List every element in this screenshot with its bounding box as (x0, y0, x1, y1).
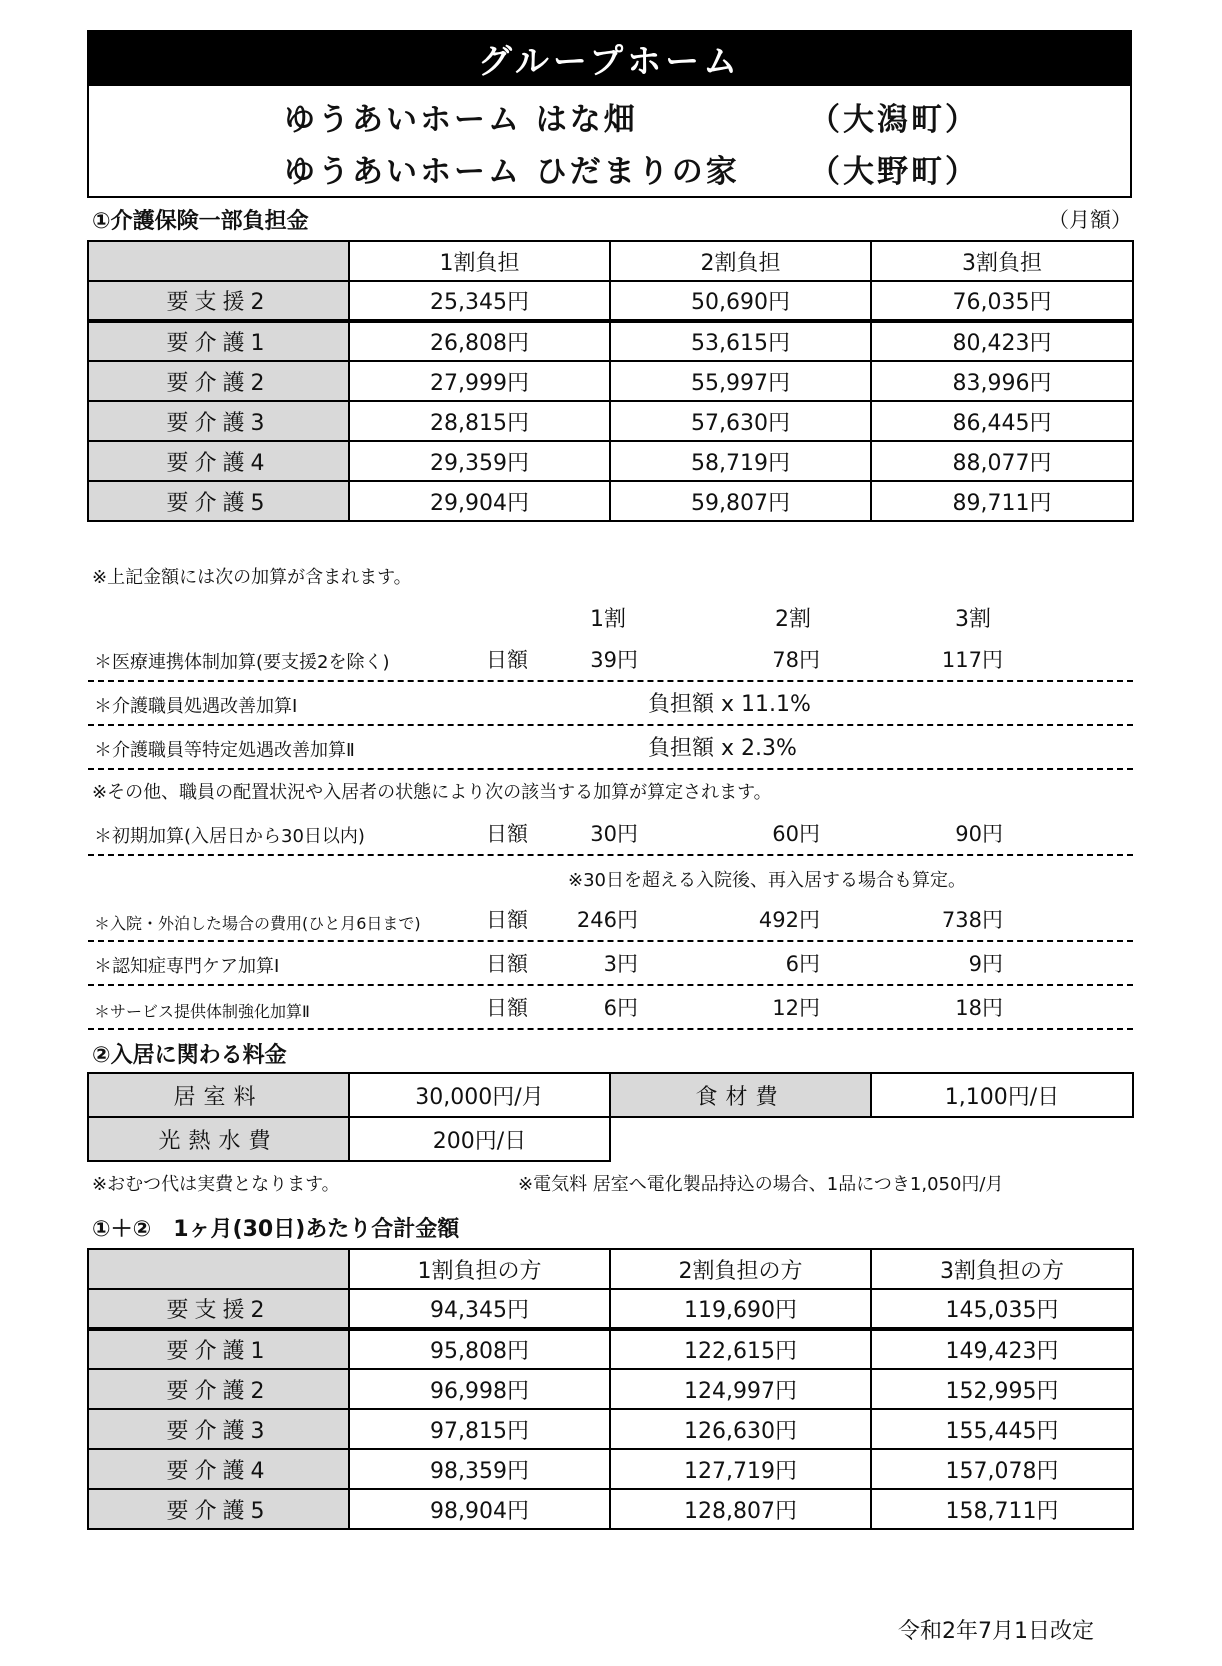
table-cell: 155,445円 (871, 1409, 1133, 1449)
table-corner (88, 241, 349, 281)
table-cell: 149,423円 (871, 1329, 1133, 1369)
table-cell: 1,100円/日 (871, 1073, 1133, 1117)
table-cell: 200円/日 (349, 1117, 610, 1161)
table-row (88, 1289, 1133, 1329)
column-header: 1割負担の方 (349, 1249, 610, 1289)
addition-value: 6円 (785, 952, 820, 976)
table-row (88, 1117, 1133, 1161)
column-header: 1割負担 (349, 241, 610, 281)
table-row (88, 441, 1133, 481)
table-cell: 122,615円 (610, 1329, 871, 1369)
home-name: ゆうあいホーム はな畑 (284, 102, 638, 138)
empty-cell (871, 1117, 1133, 1161)
table-cell: 158,711円 (871, 1489, 1133, 1529)
addition-unit: 日額 (486, 648, 528, 672)
table-cell: 98,904円 (349, 1489, 610, 1529)
row-label: 要介護1 (88, 1329, 349, 1369)
col-header-3: 3割 (955, 607, 991, 632)
addition-name: ＊介護職員等特定処遇改善加算Ⅱ (94, 740, 355, 761)
home-names-box (87, 86, 1132, 198)
column-header: 2割負担の方 (610, 1249, 871, 1289)
row-label: 要介護4 (88, 441, 349, 481)
section3-title: ①＋② 1ヶ月(30日)あたり合計金額 (92, 1217, 460, 1242)
addition-value: 78円 (772, 648, 820, 672)
table-cell: 59,807円 (610, 481, 871, 521)
table-cell: 29,359円 (349, 441, 610, 481)
addition-unit: 日額 (486, 822, 528, 846)
addition-name: ＊介護職員処遇改善加算Ⅰ (94, 696, 298, 717)
table-cell: 145,035円 (871, 1289, 1133, 1329)
table-cell: 25,345円 (349, 281, 610, 321)
addition-row (88, 682, 1133, 726)
addition-formula: 負担額 x 11.1% (648, 692, 811, 717)
table-row (88, 1449, 1133, 1489)
addition-value: 6円 (603, 996, 638, 1020)
addition-unit: 日額 (486, 908, 528, 932)
addition-row (88, 942, 1133, 986)
table-cell: 126,630円 (610, 1409, 871, 1449)
table-cell: 57,630円 (610, 401, 871, 441)
addition-value: 12円 (772, 996, 820, 1020)
table-cell: 128,807円 (610, 1489, 871, 1529)
table-cell: 152,995円 (871, 1369, 1133, 1409)
readmission-note: ※30日を超える入院後、再入居する場合も算定。 (568, 870, 966, 891)
addition-value: 3円 (603, 952, 638, 976)
addition-value: 738円 (941, 908, 1003, 932)
table-header-row (88, 241, 1133, 281)
addition-value: 246円 (576, 908, 638, 932)
row-label: 光熱水費 (88, 1117, 349, 1161)
included-additions-note: ※上記金額には次の加算が含まれます。 (92, 567, 412, 588)
table-cell: 28,815円 (349, 401, 610, 441)
section1-unit: （月額） (1048, 208, 1132, 232)
empty-cell (610, 1117, 871, 1161)
table-corner (88, 1249, 349, 1289)
table-cell: 27,999円 (349, 361, 610, 401)
addition-row (88, 898, 1133, 942)
table-row (88, 1409, 1133, 1449)
section2-title: ②入居に関わる料金 (92, 1043, 287, 1068)
table-cell: 86,445円 (871, 401, 1133, 441)
table-cell: 98,359円 (349, 1449, 610, 1489)
table-row (88, 1329, 1133, 1369)
col-header-1: 1割 (590, 607, 626, 632)
row-label: 要介護3 (88, 1409, 349, 1449)
row-label: 要支援2 (88, 1289, 349, 1329)
table-cell: 157,078円 (871, 1449, 1133, 1489)
column-header: 3割負担の方 (871, 1249, 1133, 1289)
addition-unit: 日額 (486, 996, 528, 1020)
revision-date: 令和2年7月1日改定 (898, 1619, 1094, 1644)
electric-note: ※電気料 居室へ電化製品持込の場合、1品につき1,050円/月 (518, 1174, 1004, 1195)
addition-name: ＊医療連携体制加算(要支援2を除く) (94, 652, 390, 673)
row-label: 要介護3 (88, 401, 349, 441)
table-cell: 95,808円 (349, 1329, 610, 1369)
row-label: 要介護4 (88, 1449, 349, 1489)
table-cell: 29,904円 (349, 481, 610, 521)
table-cell: 30,000円/月 (349, 1073, 610, 1117)
table-cell: 53,615円 (610, 321, 871, 361)
addition-name: ＊サービス提供体制強化加算Ⅱ (94, 1002, 310, 1021)
table-row (88, 481, 1133, 521)
section1-title: ①介護保険一部負担金 (92, 209, 309, 234)
table-row (88, 321, 1133, 361)
care-insurance-table (87, 240, 1134, 522)
row-label: 要支援2 (88, 281, 349, 321)
addition-name: ＊認知症専門ケア加算Ⅰ (94, 956, 280, 977)
addition-row (88, 638, 1133, 682)
table-cell: 97,815円 (349, 1409, 610, 1449)
col-header-2: 2割 (775, 607, 811, 632)
row-label: 要介護5 (88, 1489, 349, 1529)
addition-name: ＊初期加算(入居日から30日以内) (94, 826, 365, 847)
row-label: 要介護1 (88, 321, 349, 361)
table-cell: 55,997円 (610, 361, 871, 401)
addition-value: 9円 (968, 952, 1003, 976)
table-row (88, 1489, 1133, 1529)
row-label: 要介護2 (88, 1369, 349, 1409)
addition-formula: 負担額 x 2.3% (648, 736, 797, 761)
column-header: 3割負担 (871, 241, 1133, 281)
table-cell: 88,077円 (871, 441, 1133, 481)
table-cell: 50,690円 (610, 281, 871, 321)
home-name: ゆうあいホーム ひだまりの家 (284, 154, 740, 190)
addition-row (88, 726, 1133, 770)
table-cell: 58,719円 (610, 441, 871, 481)
home-location: （大潟町） (809, 102, 979, 138)
document-title: グループホーム (87, 30, 1132, 86)
table-cell: 89,711円 (871, 481, 1133, 521)
table-row (88, 401, 1133, 441)
table-cell: 119,690円 (610, 1289, 871, 1329)
addition-value: 90円 (955, 822, 1003, 846)
table-row (88, 1369, 1133, 1409)
table-cell: 94,345円 (349, 1289, 610, 1329)
row-label: 要介護5 (88, 481, 349, 521)
addition-name: ＊入院・外泊した場合の費用(ひと月6日まで) (94, 914, 421, 933)
addition-value: 60円 (772, 822, 820, 846)
table-cell: 80,423円 (871, 321, 1133, 361)
addition-row (88, 812, 1133, 856)
addition-value: 117円 (941, 648, 1003, 672)
row-label: 居室料 (88, 1073, 349, 1117)
table-cell: 127,719円 (610, 1449, 871, 1489)
diaper-note: ※おむつ代は実費となります。 (92, 1174, 340, 1195)
addition-value: 492円 (758, 908, 820, 932)
residence-fees-table (87, 1072, 1134, 1162)
other-additions-note: ※その他、職員の配置状況や入居者の状態により次の該当する加算が算定されます。 (92, 782, 772, 803)
table-cell: 96,998円 (349, 1369, 610, 1409)
addition-row (88, 986, 1133, 1030)
table-cell: 76,035円 (871, 281, 1133, 321)
row-label: 食材費 (610, 1073, 871, 1117)
table-cell: 124,997円 (610, 1369, 871, 1409)
addition-value: 30円 (590, 822, 638, 846)
table-row (88, 1073, 1133, 1117)
monthly-total-table (87, 1248, 1134, 1530)
home-location: （大野町） (809, 154, 979, 190)
table-cell: 26,808円 (349, 321, 610, 361)
row-label: 要介護2 (88, 361, 349, 401)
column-header: 2割負担 (610, 241, 871, 281)
table-cell: 83,996円 (871, 361, 1133, 401)
table-row (88, 361, 1133, 401)
table-row (88, 281, 1133, 321)
table-header-row (88, 1249, 1133, 1289)
addition-value: 39円 (590, 648, 638, 672)
addition-unit: 日額 (486, 952, 528, 976)
addition-value: 18円 (955, 996, 1003, 1020)
